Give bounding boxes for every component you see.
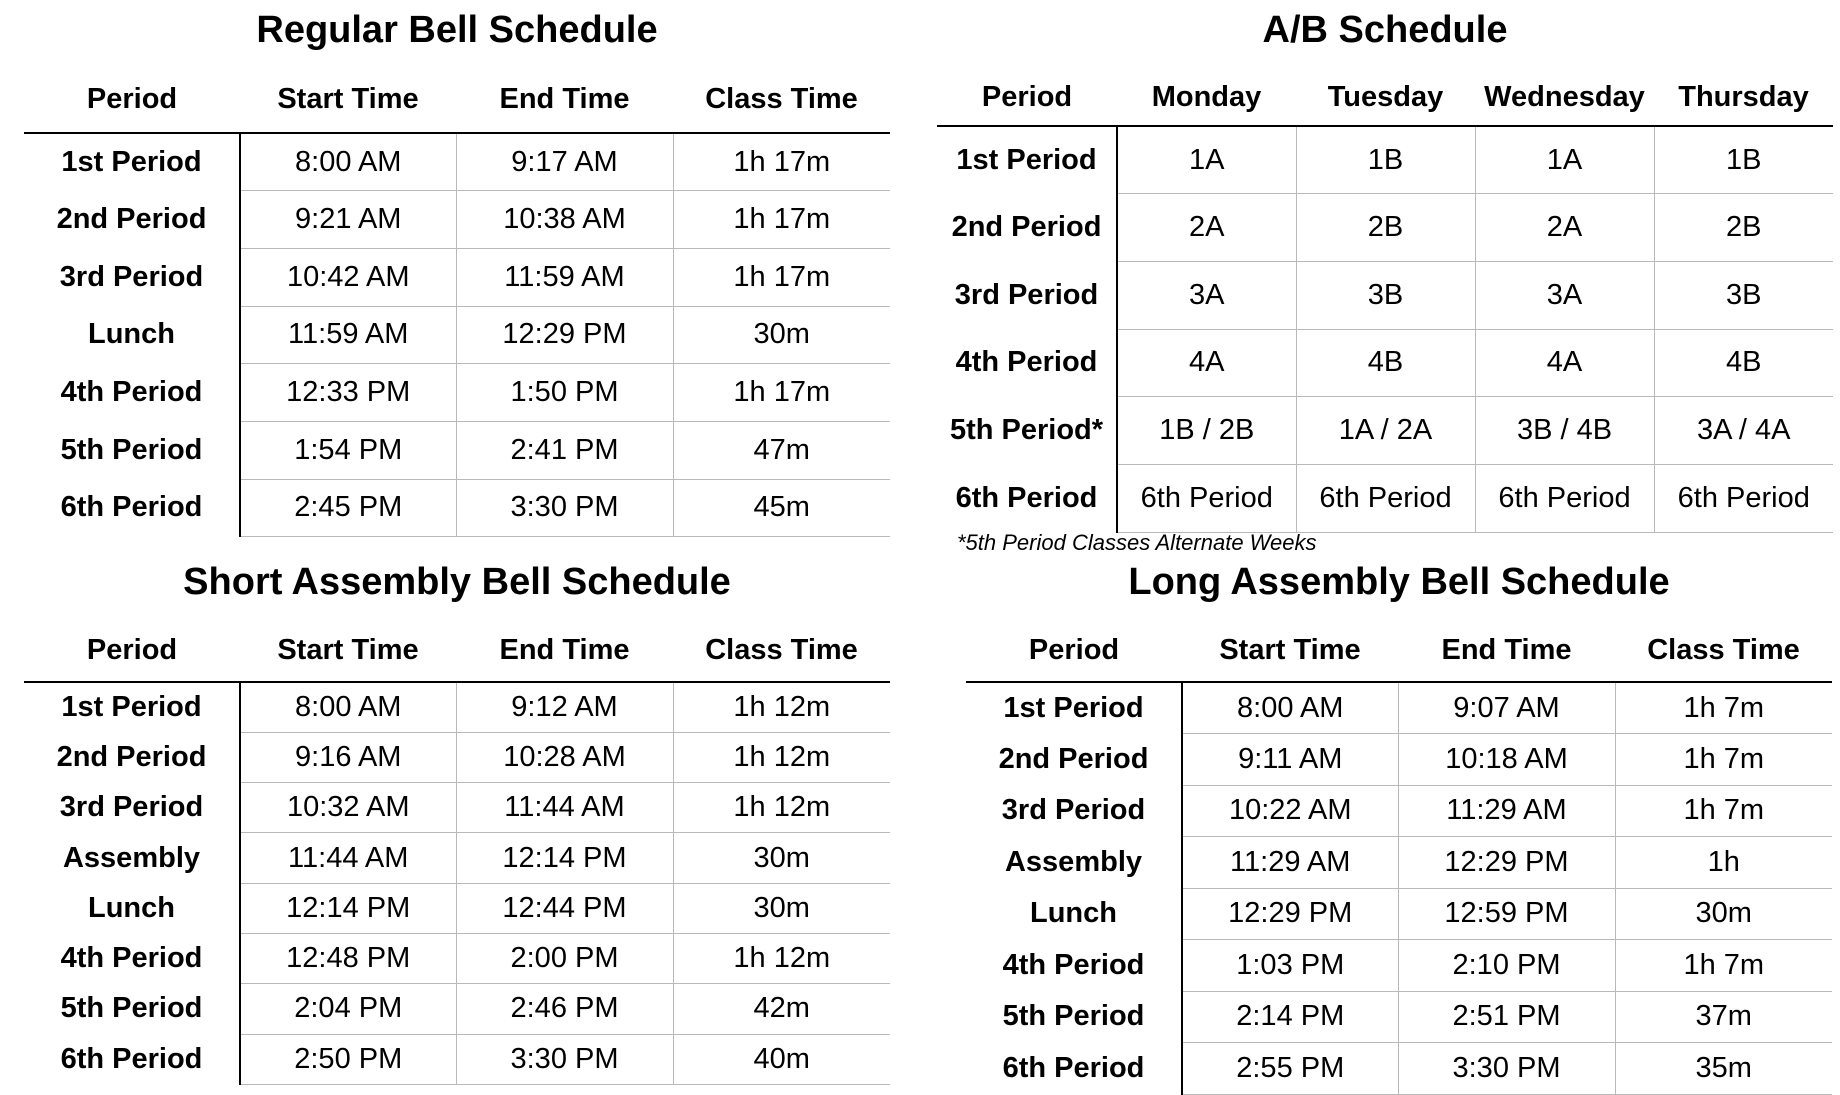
column-header: End Time <box>1398 620 1615 682</box>
row-label: 4th Period <box>1002 948 1145 981</box>
table-cell: 11:29 AM <box>1398 785 1615 837</box>
table-cell: 12:48 PM <box>240 933 456 983</box>
table-row <box>966 940 1832 992</box>
row-label: 3rd Period <box>954 278 1099 311</box>
table-row <box>24 883 890 933</box>
table-cell: 1h <box>1615 837 1832 889</box>
table-row <box>24 732 890 782</box>
table-cell: 9:11 AM <box>1182 734 1398 786</box>
table-header-row <box>24 67 890 133</box>
table-cell: 2:10 PM <box>1398 940 1615 992</box>
table-cell: 1A <box>1475 126 1654 194</box>
table-cell: 8:00 AM <box>1182 682 1398 734</box>
long-assembly-panel <box>966 560 1832 1084</box>
table-cell: 30m <box>673 833 890 883</box>
row-label: 2nd Period <box>951 211 1102 244</box>
table-cell: 4A <box>1475 329 1654 397</box>
short-assembly-title: Short Assembly Bell Schedule <box>183 561 731 603</box>
table-row <box>937 464 1833 532</box>
table-cell: 4B <box>1654 329 1833 397</box>
table-cell: 47m <box>673 421 890 479</box>
row-label: 3rd Period <box>59 260 204 293</box>
table-cell: 1B <box>1654 126 1833 194</box>
table-cell: 2A <box>1475 194 1654 262</box>
row-label: 1st Period <box>956 143 1097 176</box>
short-assembly-table <box>24 620 890 1085</box>
column-header: Tuesday <box>1296 70 1475 126</box>
table-cell: 10:32 AM <box>240 783 456 833</box>
table-cell: 2B <box>1654 194 1833 262</box>
table-cell: 1A <box>1117 126 1296 194</box>
table-cell: 11:59 AM <box>240 306 456 364</box>
table-cell: 45m <box>673 479 890 537</box>
column-header: Wednesday <box>1475 70 1654 126</box>
table-cell: 11:59 AM <box>456 248 673 306</box>
ab-schedule-table <box>937 70 1833 533</box>
table-cell: 3B / 4B <box>1475 397 1654 465</box>
regular-schedule-table <box>24 67 890 537</box>
table-row <box>966 682 1832 734</box>
table-cell: 40m <box>673 1034 890 1084</box>
table-cell: 4B <box>1296 329 1475 397</box>
table-cell: 1h 7m <box>1615 682 1832 734</box>
table-cell: 2:00 PM <box>456 933 673 983</box>
table-cell: 1h 12m <box>673 732 890 782</box>
column-header: End Time <box>456 620 673 682</box>
table-cell: 10:28 AM <box>456 732 673 782</box>
row-label: Assembly <box>62 841 200 874</box>
table-row <box>937 261 1833 329</box>
table-cell: 8:00 AM <box>240 682 456 732</box>
table-header-row <box>966 620 1832 682</box>
table-cell: 12:29 PM <box>1182 888 1398 940</box>
table-cell: 1h 12m <box>673 682 890 732</box>
table-cell: 12:29 PM <box>1398 837 1615 889</box>
table-cell: 12:33 PM <box>240 364 456 422</box>
row-label: 5th Period <box>60 992 203 1025</box>
table-cell: 2:45 PM <box>240 479 456 537</box>
table-cell: 30m <box>673 883 890 933</box>
table-row <box>937 329 1833 397</box>
row-label: 4th Period <box>60 942 203 975</box>
table-cell: 2A <box>1117 194 1296 262</box>
column-header: Period <box>24 620 240 682</box>
row-label: 5th Period* <box>949 414 1104 447</box>
column-header: Start Time <box>1182 620 1398 682</box>
table-cell: 3:30 PM <box>456 1034 673 1084</box>
column-header: Start Time <box>240 620 456 682</box>
table-cell: 10:38 AM <box>456 191 673 249</box>
table-cell: 1h 7m <box>1615 940 1832 992</box>
table-cell: 3:30 PM <box>1398 1043 1615 1095</box>
table-cell: 10:42 AM <box>240 248 456 306</box>
table-cell: 12:44 PM <box>456 883 673 933</box>
table-row <box>966 1043 1832 1095</box>
table-cell: 2:41 PM <box>456 421 673 479</box>
table-cell: 6th Period <box>1296 464 1475 532</box>
table-row <box>966 837 1832 889</box>
row-label: 3rd Period <box>1001 794 1146 827</box>
regular-schedule-panel <box>24 8 890 538</box>
table-row <box>24 421 890 479</box>
table-cell: 6th Period <box>1475 464 1654 532</box>
table-cell: 1:54 PM <box>240 421 456 479</box>
row-label: 1st Period <box>1003 691 1144 724</box>
row-label: 4th Period <box>60 376 203 409</box>
table-cell: 12:59 PM <box>1398 888 1615 940</box>
row-label: 2nd Period <box>56 740 207 773</box>
table-cell: 2:04 PM <box>240 984 456 1034</box>
table-cell: 3B <box>1654 261 1833 329</box>
row-label: 2nd Period <box>56 203 207 236</box>
row-label: 6th Period <box>1002 1051 1145 1084</box>
ab-footnote: *5th Period Classes Alternate Weeks <box>957 530 1317 555</box>
table-cell: 2:14 PM <box>1182 991 1398 1043</box>
table-cell: 9:21 AM <box>240 191 456 249</box>
table-cell: 9:17 AM <box>456 133 673 191</box>
table-cell: 9:16 AM <box>240 732 456 782</box>
table-cell: 1h 17m <box>673 364 890 422</box>
table-row <box>24 1034 890 1084</box>
table-row <box>24 133 890 191</box>
table-cell: 11:44 AM <box>456 783 673 833</box>
table-row <box>966 785 1832 837</box>
short-assembly-panel <box>24 560 890 1075</box>
column-header: Class Time <box>673 67 890 133</box>
table-cell: 12:29 PM <box>456 306 673 364</box>
table-row <box>24 479 890 537</box>
row-label: Lunch <box>1030 897 1117 930</box>
table-cell: 3A / 4A <box>1654 397 1833 465</box>
table-cell: 30m <box>673 306 890 364</box>
row-label: 1st Period <box>61 145 202 178</box>
row-label: 5th Period <box>1002 1000 1145 1033</box>
column-header: Class Time <box>1615 620 1832 682</box>
column-header: Start Time <box>240 67 456 133</box>
row-label: Assembly <box>1004 845 1142 878</box>
table-cell: 2:55 PM <box>1182 1043 1398 1095</box>
column-header: Period <box>937 70 1117 126</box>
table-cell: 1h 7m <box>1615 734 1832 786</box>
row-label: 5th Period <box>60 433 203 466</box>
table-row <box>24 783 890 833</box>
table-cell: 1h 17m <box>673 191 890 249</box>
table-cell: 9:12 AM <box>456 682 673 732</box>
ab-schedule-title: A/B Schedule <box>1262 9 1508 51</box>
table-cell: 1h 12m <box>673 783 890 833</box>
row-label: 6th Period <box>60 1042 203 1075</box>
table-cell: 1h 7m <box>1615 785 1832 837</box>
table-row <box>24 833 890 883</box>
table-cell: 2:51 PM <box>1398 991 1615 1043</box>
table-cell: 12:14 PM <box>456 833 673 883</box>
table-cell: 1:50 PM <box>456 364 673 422</box>
regular-schedule-title: Regular Bell Schedule <box>256 9 658 51</box>
table-cell: 11:44 AM <box>240 833 456 883</box>
table-row <box>966 991 1832 1043</box>
table-cell: 3A <box>1117 261 1296 329</box>
table-row <box>966 734 1832 786</box>
column-header: Period <box>966 620 1182 682</box>
row-label: 6th Period <box>60 491 203 524</box>
table-cell: 1B / 2B <box>1117 397 1296 465</box>
ab-schedule-panel <box>937 8 1833 560</box>
table-cell: 37m <box>1615 991 1832 1043</box>
row-label: 1st Period <box>61 691 202 724</box>
table-cell: 3B <box>1296 261 1475 329</box>
table-row <box>24 682 890 732</box>
table-row <box>24 984 890 1034</box>
table-row <box>24 306 890 364</box>
table-cell: 10:18 AM <box>1398 734 1615 786</box>
table-row <box>937 397 1833 465</box>
table-cell: 1B <box>1296 126 1475 194</box>
column-header: End Time <box>456 67 673 133</box>
table-cell: 12:14 PM <box>240 883 456 933</box>
table-cell: 1h 12m <box>673 933 890 983</box>
table-cell: 2:50 PM <box>240 1034 456 1084</box>
table-row <box>24 933 890 983</box>
table-cell: 35m <box>1615 1043 1832 1095</box>
table-header-row <box>24 620 890 682</box>
column-header: Period <box>24 67 240 133</box>
table-cell: 1h 17m <box>673 133 890 191</box>
table-cell: 30m <box>1615 888 1832 940</box>
table-cell: 6th Period <box>1654 464 1833 532</box>
row-label: 2nd Period <box>998 742 1149 775</box>
row-label: 6th Period <box>955 481 1098 514</box>
table-cell: 42m <box>673 984 890 1034</box>
table-cell: 3:30 PM <box>456 479 673 537</box>
row-label: Lunch <box>88 891 175 924</box>
row-label: 4th Period <box>955 346 1098 379</box>
table-row <box>24 191 890 249</box>
table-row <box>937 126 1833 194</box>
column-header: Monday <box>1117 70 1296 126</box>
table-cell: 1:03 PM <box>1182 940 1398 992</box>
table-cell: 3A <box>1475 261 1654 329</box>
table-cell: 2B <box>1296 194 1475 262</box>
column-header: Thursday <box>1654 70 1833 126</box>
table-cell: 1A / 2A <box>1296 397 1475 465</box>
row-label: Lunch <box>88 318 175 351</box>
row-label: 3rd Period <box>59 791 204 824</box>
table-cell: 1h 17m <box>673 248 890 306</box>
table-row <box>24 248 890 306</box>
long-assembly-title: Long Assembly Bell Schedule <box>1128 561 1670 603</box>
table-cell: 6th Period <box>1117 464 1296 532</box>
table-cell: 9:07 AM <box>1398 682 1615 734</box>
column-header: Class Time <box>673 620 890 682</box>
table-header-row <box>937 70 1833 126</box>
table-cell: 10:22 AM <box>1182 785 1398 837</box>
table-cell: 4A <box>1117 329 1296 397</box>
table-cell: 2:46 PM <box>456 984 673 1034</box>
table-row <box>966 888 1832 940</box>
table-row <box>937 194 1833 262</box>
table-cell: 8:00 AM <box>240 133 456 191</box>
long-assembly-table <box>966 620 1832 1095</box>
table-cell: 11:29 AM <box>1182 837 1398 889</box>
table-row <box>24 364 890 422</box>
